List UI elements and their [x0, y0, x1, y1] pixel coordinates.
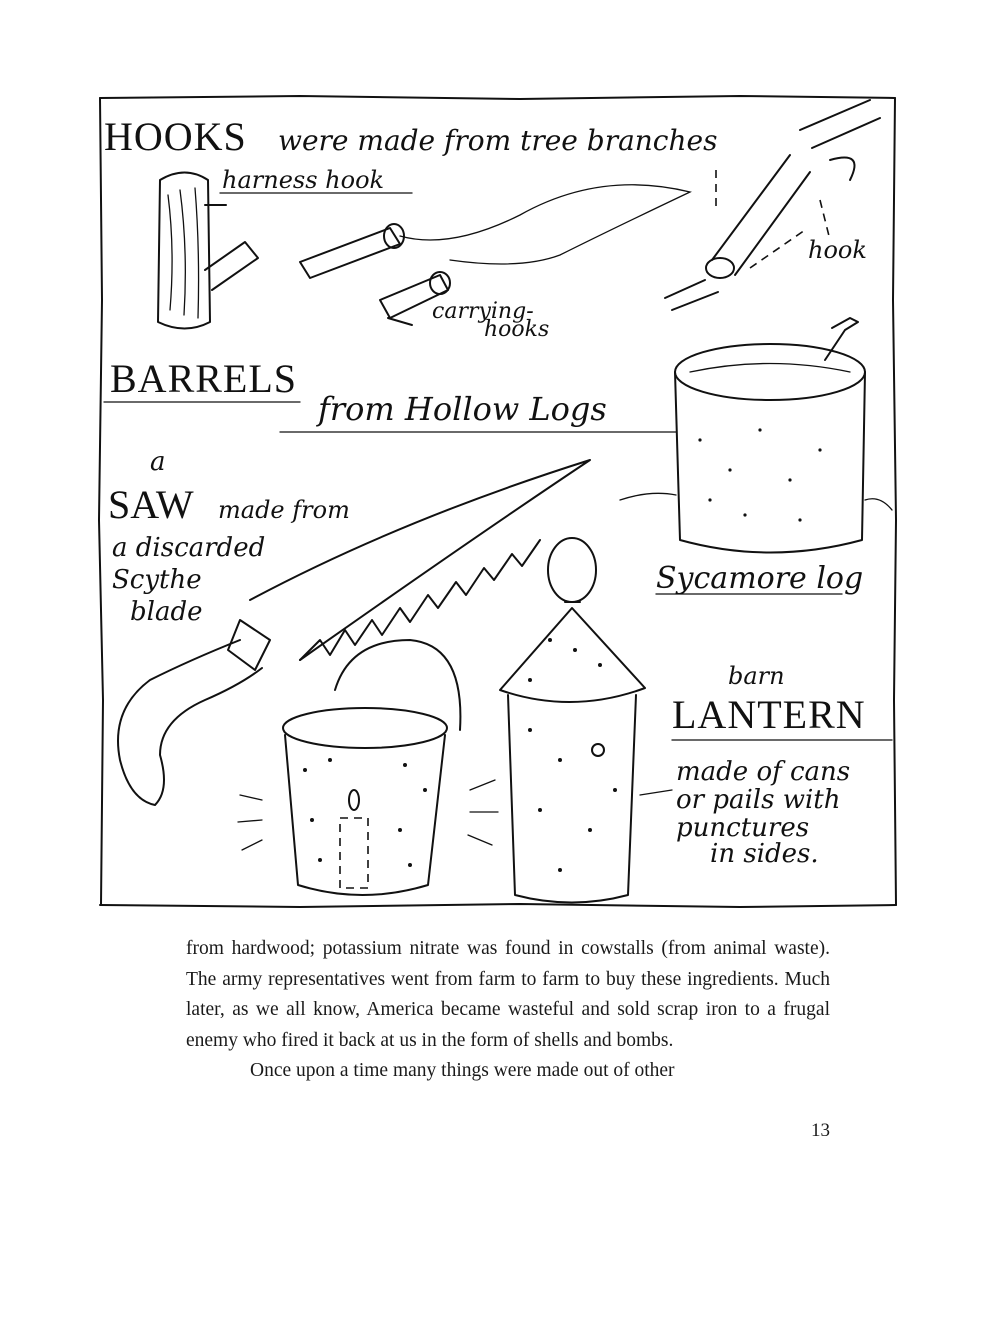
barrel-drawing: [620, 318, 892, 553]
hooks-heading: HOOKS: [104, 114, 247, 159]
barrels-caption: from Hollow Logs: [318, 390, 607, 428]
lantern-heading: LANTERN: [672, 692, 866, 737]
pail-lantern-drawing: [238, 640, 498, 895]
carrying-hooks-label-2: hooks: [484, 317, 550, 342]
saw-caption-3: Scythe: [112, 565, 202, 595]
saw-caption-2: a discarded: [112, 533, 266, 563]
body-paragraph-1: from hardwood; potassium nitrate was found in cowstalls (from animal waste). The army representatives went from farm to farm to buy these ingredients. Much later, as we all know, America became wasteful and sold scrap iron to a frugal enemy who fired it back at us in the form of shells and bombs.: [186, 938, 830, 1051]
saw-prefix: a: [150, 447, 166, 477]
body-paragraph-2: Once upon a time many things were made out of other: [250, 1060, 675, 1081]
body-text: [186, 934, 830, 1087]
carrying-hooks-label-1: carrying-: [432, 299, 534, 324]
harness-hook-drawing: [158, 173, 258, 329]
lantern-caption-2: or pails with: [676, 785, 841, 815]
saw-caption-4: blade: [130, 597, 203, 627]
page-number: 13: [811, 1120, 830, 1141]
lantern-caption-1: made of cans: [676, 757, 851, 787]
lantern-caption-3: punctures: [676, 813, 810, 843]
barn-lantern-drawing: [500, 538, 645, 903]
saw-caption-1: made from: [218, 496, 350, 524]
harness-hook-label: harness hook: [222, 166, 385, 194]
sycamore-log-label: Sycamore log: [656, 561, 864, 596]
saw-heading: SAW: [108, 482, 194, 527]
hooks-caption: were made from tree branches: [278, 124, 718, 157]
lantern-caption-4: in sides.: [710, 839, 819, 869]
hook-label: hook: [808, 236, 867, 264]
lantern-prefix: barn: [728, 662, 785, 690]
barrels-heading: BARRELS: [110, 356, 298, 401]
